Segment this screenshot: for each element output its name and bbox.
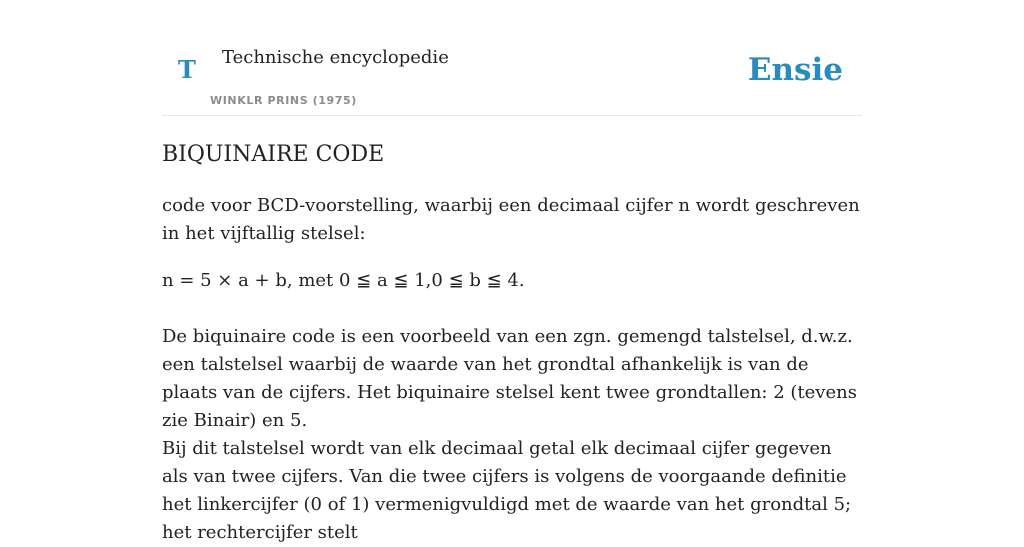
article-title: BIQUINAIRE CODE <box>162 142 385 167</box>
book-title-link[interactable]: Technische encyclopedie <box>222 47 449 68</box>
article-formula: n = 5 × a + b, met 0 ≦ a ≦ 1,0 ≦ b ≦ 4. <box>162 270 525 291</box>
content-column <box>162 0 862 543</box>
article-paragraph: Bij dit talstelsel wordt van elk decimaal getal elk decimaal cijfer gegeven als van twee cijfers. Van die twee cijfers is volgens de voorgaande definitie het linkercijfer (0 of 1) vermenigvuldigd met de waarde van het grondtal 5; het rechtercijfer stelt <box>162 438 852 543</box>
article-paragraph: De biquinaire code is een voorbeeld van een zgn. gemengd talstelsel, d.w.z. een talstelsel waarbij de waarde van het grondtal afhankelijk is van de plaats van de cijfers. Het biquinaire stelsel kent twee grondtallen: 2 (tevens zie Binair) en 5. <box>162 326 857 431</box>
book-logo[interactable]: T <box>178 55 196 84</box>
header <box>162 0 862 116</box>
brand-logo[interactable]: Ensie <box>747 52 843 88</box>
article-paragraph: code voor BCD-voorstelling, waarbij een decimaal cijfer n wordt geschreven in het vijftallig stelsel: <box>162 195 860 244</box>
book-subtitle: WINKLR PRINS (1975) <box>210 94 357 107</box>
